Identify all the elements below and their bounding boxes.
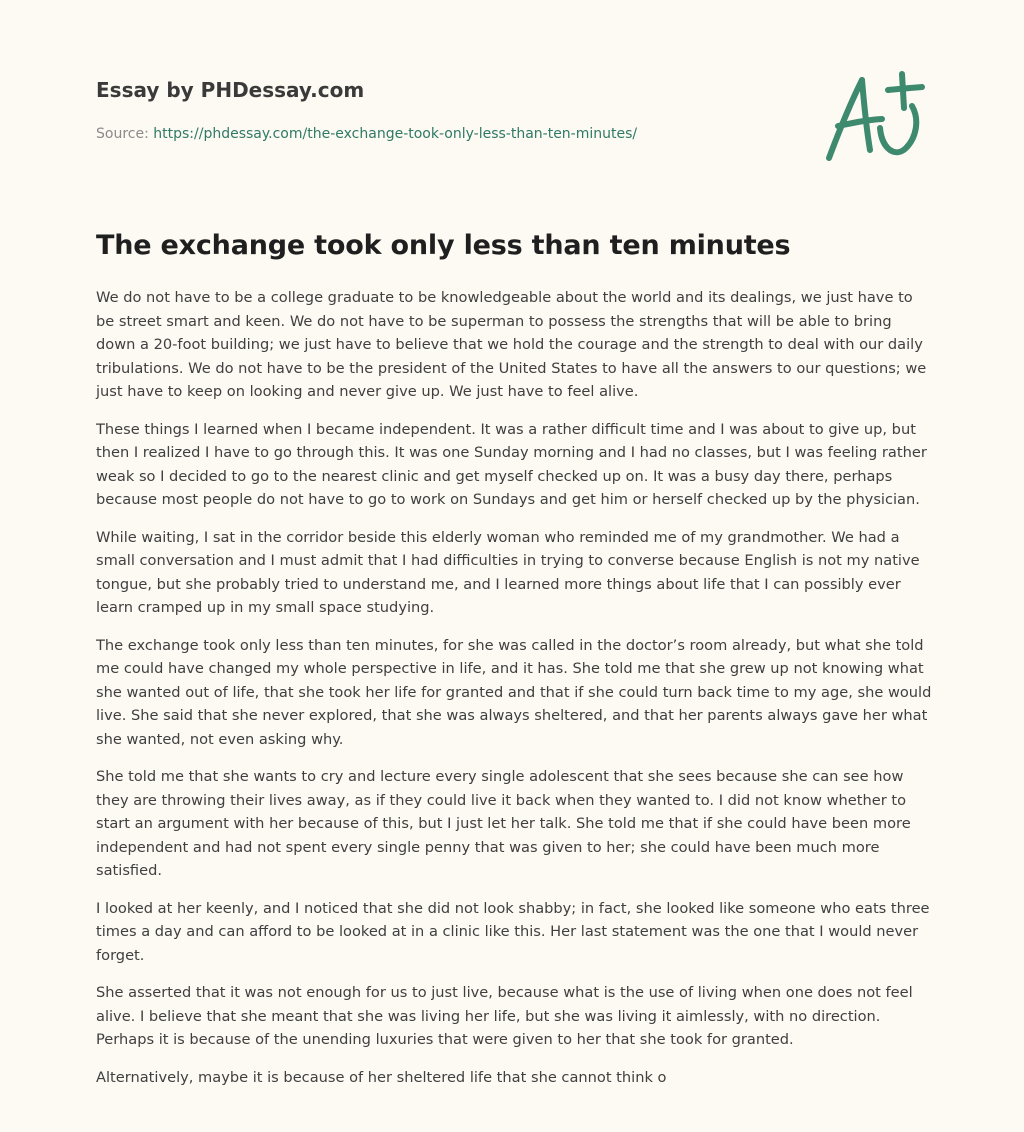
source-line <box>96 124 796 144</box>
site-brand: Essay by PHDessay.com <box>96 78 365 102</box>
source-label: Source: <box>96 126 154 142</box>
a-plus-grade-icon <box>820 68 930 168</box>
essay-paragraph: These things I learned when I became independent. It was a rather difficult time and I was about to give up, but then I realized I have to go through this. It was one Sunday morning and I had no classes, but I was feeling rather weak so I decided to go to the nearest clinic and get myself checked up on. It was a busy day there, perhaps because most people do not have to go to work on Sundays and get him or herself checked up by the physician. <box>96 420 927 508</box>
essay-paragraph: The exchange took only less than ten minutes, for she was called in the doctor’s room already, but what she told me could have changed my whole perspective in life, and it has. She told me that she grew up not knowing what she wanted out of life, that she took her life for granted and that if she could turn back time to my age, she would live. She said that she never explored, that she was always sheltered, and that her parents always gave her what she wanted, not even asking why. <box>96 636 932 748</box>
essay-paragraph: While waiting, I sat in the corridor beside this elderly woman who reminded me of my grandmother. We had a small conversation and I must admit that I had difficulties in trying to converse because English is not my native tongue, but she probably tried to understand me, and I learned more things about life that I can possibly ever learn cramped up in my small space studying. <box>96 528 920 616</box>
essay-title: The exchange took only less than ten minutes <box>96 230 791 261</box>
essay-paragraph: I looked at her keenly, and I noticed that she did not look shabby; in fact, she looked like someone who eats three times a day and can afford to be looked at in a clinic like this. Her last statement was the one that I would never forget. <box>96 899 930 964</box>
essay-paragraph: She asserted that it was not enough for us to just live, because what is the use of living when one does not feel alive. I believe that she meant that she was living her life, but she was living it aimlessly, with no direction. Perhaps it is because of the unending luxuries that were given to her that she took for granted. <box>96 984 913 1048</box>
essay-paragraph: Alternatively, maybe it is because of her sheltered life that she cannot think o <box>96 1068 667 1086</box>
page-header <box>96 76 796 144</box>
source-link[interactable]: https://phdessay.com/the-exchange-took-only-less-than-ten-minutes/ <box>153 126 638 142</box>
essay-paragraph: She told me that she wants to cry and lecture every single adolescent that she sees because she can see how they are throwing their lives away, as if they could live it back when they wanted to. I did not know whether to start an argument with her because of this, but I just let her talk. She told me that if she could have been more independent and had not spent every single penny that was given to her; she could have been much more satisfied. <box>96 768 911 879</box>
essay-content <box>96 228 932 1103</box>
essay-paragraph: We do not have to be a college graduate to be knowledgeable about the world and its dealings, we just have to be street smart and keen. We do not have to be superman to possess the strengths that will be able to bring down a 20-foot building; we just have to believe that we hold the courage and the strength to deal with our daily tribulations. We do not have to be the president of the United States to have all the answers to our questions; we just have to keep on looking and never give up. We just have to feel alive. <box>96 289 927 400</box>
